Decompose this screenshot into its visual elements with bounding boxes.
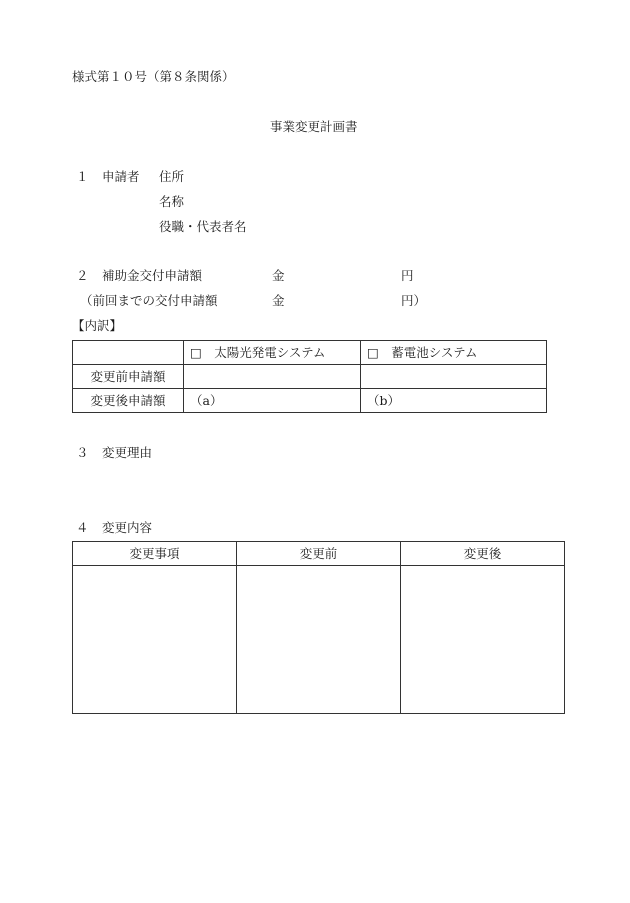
after-solar-cell: （a） <box>184 389 361 413</box>
form-number: 様式第１０号（第８条関係） <box>72 69 235 84</box>
after-change-cell <box>401 566 565 714</box>
breakdown-table <box>72 340 547 413</box>
after-change-header: 変更後 <box>401 542 565 566</box>
after-battery-cell: （b） <box>361 389 547 413</box>
before-change-header: 変更前 <box>237 542 401 566</box>
subsidy-amount-label: 補助金交付申請額 <box>102 268 203 283</box>
breakdown-after-row <box>73 389 547 413</box>
change-reason-label: 変更理由 <box>102 445 153 460</box>
change-content-header-row <box>73 542 565 566</box>
change-item-cell <box>73 566 237 714</box>
subsidy-yen-label: 円 <box>401 268 414 283</box>
breakdown-header-row <box>73 341 547 365</box>
before-amount-label: 変更前申請額 <box>73 365 184 389</box>
previous-gold-label: 金 <box>272 293 285 308</box>
change-content-body-row <box>73 566 565 714</box>
breakdown-heading: 【内訳】 <box>72 318 123 333</box>
after-amount-label: 変更後申請額 <box>73 389 184 413</box>
change-content-label: 変更内容 <box>102 520 153 535</box>
address-label: 住所 <box>159 169 185 184</box>
before-change-cell <box>237 566 401 714</box>
section-3-number: ３ <box>76 445 89 460</box>
subsidy-gold-label: 金 <box>272 268 285 283</box>
before-solar-cell <box>184 365 361 389</box>
change-content-table <box>72 541 565 714</box>
battery-system-cell: □ 蓄電池システム <box>361 341 547 365</box>
breakdown-corner-cell <box>73 341 184 365</box>
representative-label: 役職・代表者名 <box>159 219 247 234</box>
change-item-header: 変更事項 <box>73 542 237 566</box>
document-title: 事業変更計画書 <box>270 119 358 134</box>
name-label: 名称 <box>159 194 185 209</box>
section-4-number: ４ <box>76 520 89 535</box>
section-1-number: １ <box>76 169 89 184</box>
previous-yen-label: 円） <box>401 293 427 308</box>
solar-system-cell: □ 太陽光発電システム <box>184 341 361 365</box>
breakdown-before-row <box>73 365 547 389</box>
before-battery-cell <box>361 365 547 389</box>
previous-amount-label: （前回までの交付申請額 <box>80 293 218 308</box>
applicant-label: 申請者 <box>102 169 140 184</box>
section-2-number: ２ <box>76 268 89 283</box>
